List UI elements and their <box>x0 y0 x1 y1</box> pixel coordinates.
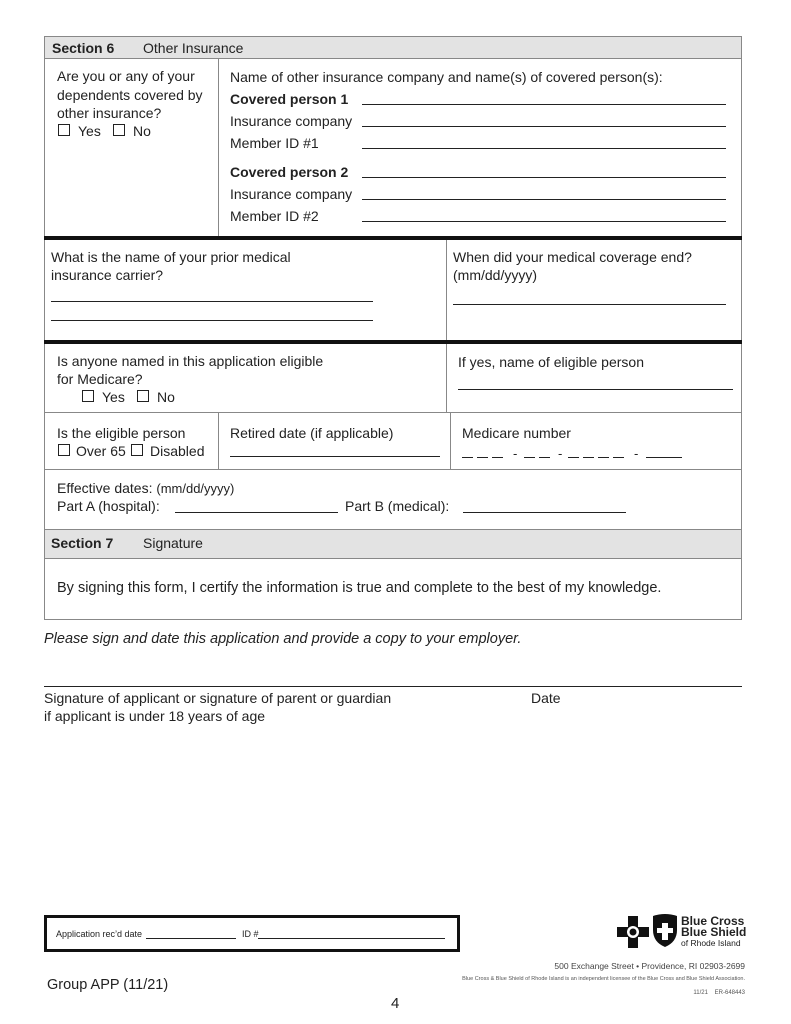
part-a-label: Part A (hospital): <box>57 498 160 514</box>
mn-dash-8 <box>598 457 609 458</box>
mn-dash-3 <box>492 457 503 458</box>
mn-sep-3: - <box>634 446 639 461</box>
medicare-eligible-question-line1: Is anyone named in this application eligible <box>57 353 324 369</box>
insurance-company-1-field[interactable] <box>362 126 726 127</box>
medicare-divider-mid-1 <box>218 412 219 469</box>
other-insurance-name-prompt: Name of other insurance company and name(s) of covered person(s): <box>230 69 663 85</box>
other-insurance-no-checkbox[interactable] <box>113 124 125 136</box>
section7-title: Signature <box>143 535 203 551</box>
section6-divider <box>218 59 219 237</box>
mn-dash-1 <box>462 457 473 458</box>
blue-shield-icon <box>652 914 678 948</box>
effective-dates-label: Effective dates: <box>57 480 153 496</box>
form-code: 11/21 ER-648443 <box>693 990 745 996</box>
covered-person-2-field[interactable] <box>362 177 726 178</box>
member-id-1-field[interactable] <box>362 148 726 149</box>
rec-date-field[interactable] <box>146 938 236 939</box>
mn-dash-6 <box>568 457 579 458</box>
other-insurance-yes-label: Yes <box>78 123 101 139</box>
insurance-company-2-label: Insurance company <box>230 186 353 202</box>
member-id-2-label: Member ID #2 <box>230 208 319 224</box>
is-eligible-person-label: Is the eligible person <box>57 425 186 441</box>
licensee-note: Blue Cross & Blue Shield of Rhode Island is an independent licensee of the Blue Cross and Blue Shield Association. <box>462 976 745 982</box>
section6-number: Section 6 <box>52 40 115 56</box>
part-b-label: Part B (medical): <box>345 498 450 514</box>
eligible-person-name-field[interactable] <box>458 389 733 390</box>
mn-dash-9 <box>613 457 624 458</box>
medicare-divider-mid-2 <box>450 412 451 469</box>
logo-line1: Blue Cross <box>681 914 745 928</box>
medicare-number-label: Medicare number <box>462 425 571 441</box>
mn-dash-10 <box>646 457 682 458</box>
mn-dash-4 <box>524 457 535 458</box>
part-b-field[interactable] <box>463 512 626 513</box>
eligible-person-name-label: If yes, name of eligible person <box>458 354 644 370</box>
section6-title: Other Insurance <box>143 40 244 56</box>
member-id-2-field[interactable] <box>362 221 726 222</box>
sign-instruction: Please sign and date this application and provide a copy to your employer. <box>44 631 522 647</box>
bcbs-logo <box>617 914 747 950</box>
covered-person-1-field[interactable] <box>362 104 726 105</box>
other-insurance-question-line3: other insurance? <box>57 105 162 121</box>
rec-date-label: Application rec’d date <box>56 929 143 939</box>
form-id: Group APP (11/21) <box>47 977 169 993</box>
signature-date-label: Date <box>531 690 561 706</box>
coverage-end-question-line2: (mm/dd/yyyy) <box>453 267 537 283</box>
section7-number: Section 7 <box>51 535 114 551</box>
prior-carrier-field-2[interactable] <box>51 320 373 321</box>
id-label: ID # <box>242 929 259 939</box>
medicare-yes-label: Yes <box>102 389 125 405</box>
other-insurance-yes-checkbox[interactable] <box>58 124 70 136</box>
medicare-eligible-question-line2: for Medicare? <box>57 371 143 387</box>
covered-person-2-label: Covered person 2 <box>230 164 349 180</box>
insurance-company-2-field[interactable] <box>362 199 726 200</box>
logo-line2: Blue Shield <box>681 925 747 939</box>
coverage-end-field[interactable] <box>453 304 726 305</box>
medicare-divider-top <box>446 344 447 412</box>
coverage-end-question-line1: When did your medical coverage end? <box>453 249 692 265</box>
retired-date-label: Retired date (if applicable) <box>230 425 394 441</box>
signature-label-line1: Signature of applicant or signature of parent or guardian <box>44 690 392 706</box>
other-insurance-question-line1: Are you or any of your <box>57 68 195 84</box>
medicare-row-divider-2 <box>44 469 742 470</box>
other-insurance-question-line2: dependents covered by <box>57 87 203 103</box>
over65-label: Over 65 <box>76 443 126 459</box>
mn-dash-2 <box>477 457 488 458</box>
certify-statement: By signing this form, I certify the information is true and complete to the best of my knowledge. <box>57 580 662 596</box>
medicare-row-divider-1 <box>44 412 742 413</box>
logo-line3: of Rhode Island <box>681 938 741 948</box>
disabled-checkbox[interactable] <box>131 444 143 456</box>
signature-label-line2: if applicant is under 18 years of age <box>44 708 266 724</box>
member-id-1-label: Member ID #1 <box>230 135 319 151</box>
disabled-label: Disabled <box>150 443 205 459</box>
prior-carrier-question-line1: What is the name of your prior medical <box>51 249 291 265</box>
page-number: 4 <box>391 995 400 1012</box>
mn-dash-5 <box>539 457 550 458</box>
insurance-company-1-label: Insurance company <box>230 113 353 129</box>
prior-carrier-field-1[interactable] <box>51 301 373 302</box>
id-field[interactable] <box>258 938 445 939</box>
retired-date-field[interactable] <box>230 456 440 457</box>
mn-dash-7 <box>583 457 594 458</box>
signature-line[interactable] <box>44 686 742 687</box>
blue-cross-icon <box>617 916 649 948</box>
effective-dates-format: (mm/dd/yyyy) <box>156 481 235 496</box>
medicare-no-label: No <box>157 389 175 405</box>
prior-carrier-divider <box>446 240 447 342</box>
part-a-field[interactable] <box>175 512 338 513</box>
prior-carrier-question-line2: insurance carrier? <box>51 267 164 283</box>
address: 500 Exchange Street • Providence, RI 02903-2699 <box>554 961 745 971</box>
medicare-number-field[interactable] <box>462 446 684 460</box>
effective-dates-row <box>57 479 234 498</box>
medicare-no-checkbox[interactable] <box>137 390 149 402</box>
covered-person-1-label: Covered person 1 <box>230 91 349 107</box>
medicare-yes-checkbox[interactable] <box>82 390 94 402</box>
over65-checkbox[interactable] <box>58 444 70 456</box>
other-insurance-no-label: No <box>133 123 151 139</box>
mn-sep-1: - <box>513 446 518 461</box>
mn-sep-2: - <box>558 446 563 461</box>
